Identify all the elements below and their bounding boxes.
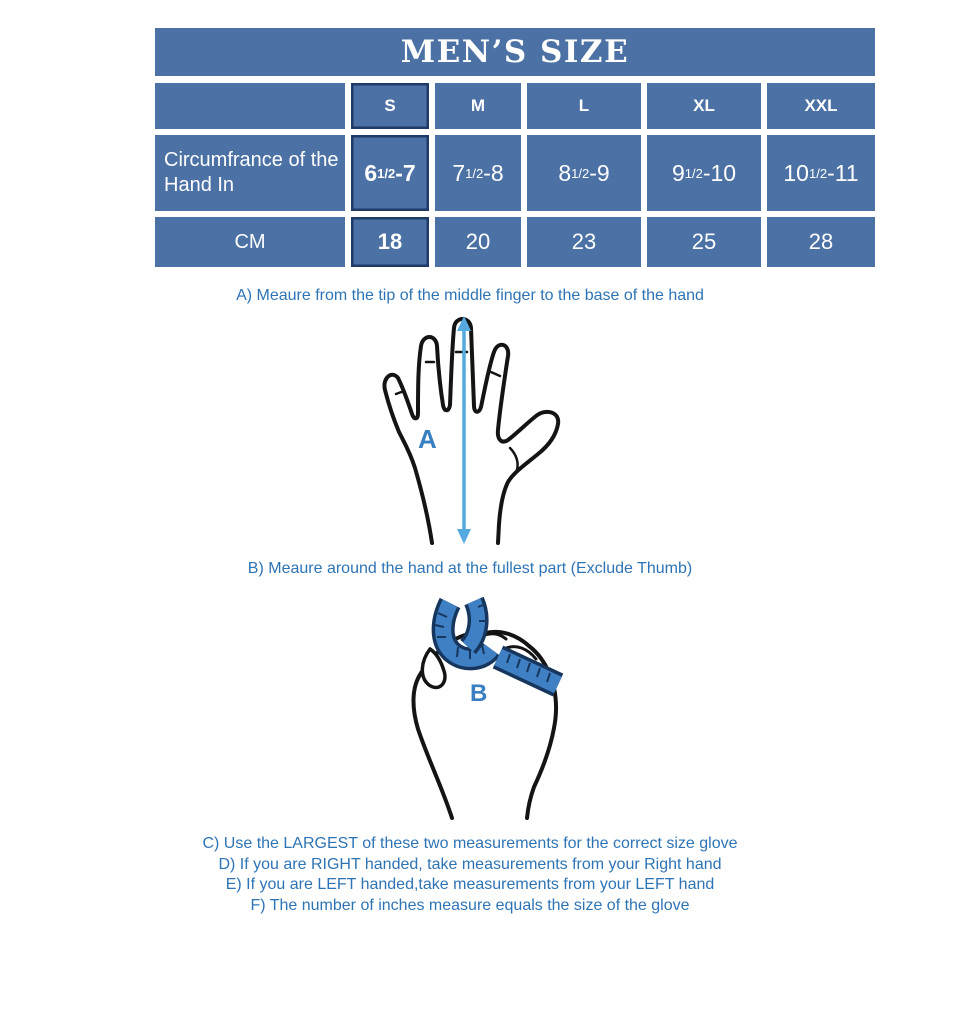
col-header-l: L [527,83,641,129]
cm-cell-l: 23 [527,217,641,267]
inch-cell-s [351,135,429,211]
inch-cell-m [435,135,521,211]
col-header-m: M [435,83,521,129]
inch-value-fraction: 1/2 [465,165,484,181]
inch-value-rest: -11 [827,159,859,186]
row-label-cm: CM [155,217,345,267]
col-header-xxl: XXL [767,83,875,129]
instruction-a-text: A) Meaure from the tip of the middle finger to the base of the hand [236,287,704,304]
inch-value-main: 7 [452,159,466,186]
inch-value-fraction: 1/2 [808,165,828,181]
note-d: D) If you are RIGHT handed, take measurements from your Right hand [218,855,722,873]
inch-value-main: 8 [558,159,572,186]
hand-outline [384,319,558,543]
cm-cell-xxl: 28 [767,217,875,267]
inch-value-fraction: 1/2 [684,165,703,181]
inch-value-main: 9 [671,159,685,186]
inch-cell-xl [647,135,761,211]
inch-value-rest: -9 [589,159,610,186]
size-grid [155,83,875,267]
fist-circumference-figure [386,591,591,821]
figure-label-a: A [418,424,437,454]
inch-cell-xxl [767,135,875,211]
inch-cell-l [527,135,641,211]
blank-header-cell [155,83,345,129]
note-f: F) The number of inches measure equals the size of the glove [250,896,690,914]
inch-value-fraction: 1/2 [571,165,590,181]
instruction-b-text: B) Meaure around the hand at the fullest part (Exclude Thumb) [247,560,693,577]
mens-size-table [155,28,875,267]
note-e: E) If you are LEFT handed,take measurements from your LEFT hand [225,876,715,893]
inch-value-rest: -8 [483,159,504,186]
inch-value-rest: -7 [395,159,416,186]
inch-value-main: 6 [364,159,378,186]
inch-value-rest: -10 [702,159,737,186]
hand-length-figure [352,310,602,546]
cm-cell-xl: 25 [647,217,761,267]
inch-value-main: 10 [783,159,809,186]
instruction-notes [0,834,940,916]
row-label-inches: Circumfrance of the Hand In [155,135,345,211]
inch-value-fraction: 1/2 [377,165,396,181]
col-header-xl: XL [647,83,761,129]
cm-cell-s: 18 [351,217,429,267]
figure-label-b: B [470,680,488,707]
col-header-s: S [351,83,429,129]
table-title: MEN’S SIZE [155,28,875,76]
cm-cell-m: 20 [435,217,521,267]
note-c: C) Use the LARGEST of these two measurements for the correct size glove [202,835,738,852]
